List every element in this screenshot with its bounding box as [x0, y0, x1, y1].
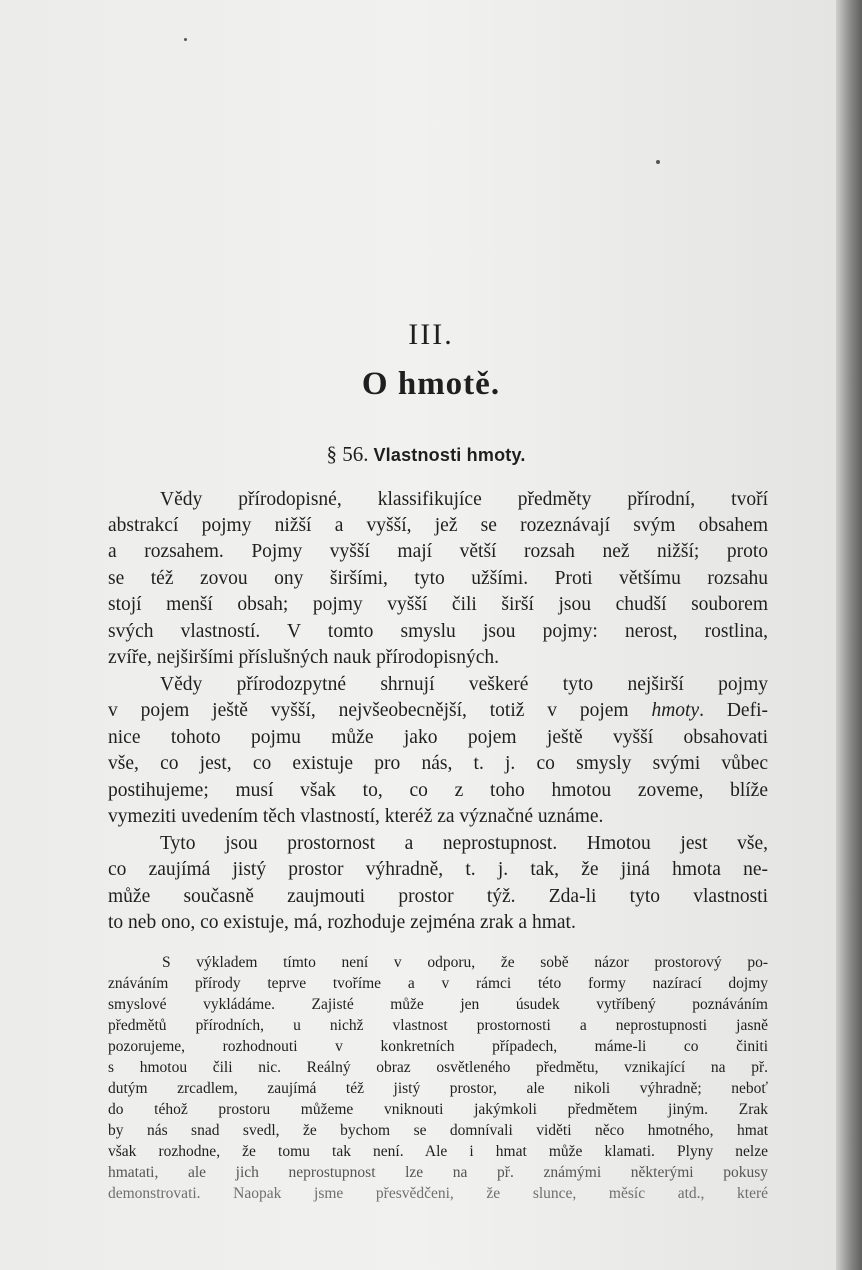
- body-line: stojí menší obsah; pojmy vyšší čili širší jsou chudší souborem: [108, 594, 768, 615]
- note-line: hmatati, ale jich neprostupnost lze na př. známými některými pokusy: [108, 1164, 768, 1181]
- body-line: co zaujímá jistý prostor výhradně, t. j. tak, že jiná hmota ne-: [108, 859, 768, 880]
- body-line: postihujeme; musí však to, co z toho hmotou zoveme, blíže: [108, 780, 768, 801]
- italic-term: hmoty: [651, 700, 700, 721]
- body-line: Vědy přírodozpytné shrnují veškeré tyto nejširší pojmy: [160, 674, 768, 695]
- chapter-number: III.: [408, 318, 454, 351]
- body-line: a rozsahem. Pojmy vyšší mají větší rozsah než nižší; proto: [108, 541, 768, 562]
- body-line: vše, co jest, co existuje pro nás, t. j. co smysly svými vůbec: [108, 753, 768, 774]
- body-text-run: . Defi-: [699, 700, 768, 721]
- body-text-run: v pojem ještě vyšší, nejvšeobecnější, totiž v pojem: [108, 700, 652, 721]
- note-line: předmětů přírodních, u nichž vlastnost prostornosti a neprostupnosti jasně: [108, 1017, 768, 1034]
- section-heading: [0, 442, 852, 467]
- body-line-with-italic: [108, 698, 768, 724]
- body-line: Tyto jsou prostornost a neprostupnost. Hmotou jest vše,: [160, 833, 768, 854]
- body-line: Vědy přírodopisné, klassifikujíce předměty přírodní, tvoří: [160, 489, 768, 510]
- section-title: Vlastnosti hmoty.: [373, 445, 526, 465]
- section-mark: § 56.: [326, 442, 369, 466]
- note-line: pozorujeme, rozhodnouti v konkretních případech, máme-li co činiti: [108, 1038, 768, 1055]
- body-line: se též zovou ony širšími, tyto užšími. Proti většímu rozsahu: [108, 568, 768, 589]
- note-line: znáváním přírody teprve tvoříme a v rámci této formy nazírací dojmy: [108, 975, 768, 992]
- note-line: dutým zrcadlem, zaujímá též jistý prostor, ale nikoli výhradně; neboť: [108, 1080, 768, 1097]
- body-line: může současně zaujmouti prostor týž. Zda-li tyto vlastnosti: [108, 886, 768, 907]
- chapter-title: O hmotě.: [361, 366, 501, 402]
- note-line: do téhož prostoru můžeme vniknouti jakýmkoli předmětem jiným. Zrak: [108, 1101, 768, 1118]
- body-line: zvíře, nejširšími příslušných nauk přírodopisných.: [108, 647, 500, 668]
- ink-speck: [656, 160, 660, 164]
- body-line: to neb ono, co existuje, má, rozhoduje zejména zrak a hmat.: [108, 912, 576, 933]
- body-line: abstrakcí pojmy nižší a vyšší, jež se rozeznávají svým obsahem: [108, 515, 768, 536]
- body-line: vymeziti uvedením těch vlastností, kteréž za význačné uznáme.: [108, 806, 604, 827]
- note-line: by nás snad svedl, že bychom se domnívali viděti něco hmotného, hmat: [108, 1122, 768, 1139]
- book-spine-shadow: [836, 0, 862, 1270]
- note-line: však rozhodne, že tomu tak není. Ale i hmat může klamati. Plyny nelze: [108, 1143, 768, 1160]
- note-line: S výkladem tímto není v odporu, že sobě názor prostorový po-: [162, 954, 768, 971]
- body-line: nice tohoto pojmu může jako pojem ještě vyšší obsahovati: [108, 727, 768, 748]
- note-line: s hmotou čili nic. Reálný obraz osvětleného předmětu, vznikající na př.: [108, 1059, 768, 1076]
- ink-speck: [184, 38, 187, 41]
- note-line: demonstrovati. Naopak jsme přesvědčeni, že slunce, měsíc atd., které: [108, 1185, 768, 1202]
- body-line: svých vlastností. V tomto smyslu jsou pojmy: nerost, rostlina,: [108, 621, 768, 642]
- note-line: smyslové vykládáme. Zajisté může jen úsudek vytříbený poznáváním: [108, 996, 768, 1013]
